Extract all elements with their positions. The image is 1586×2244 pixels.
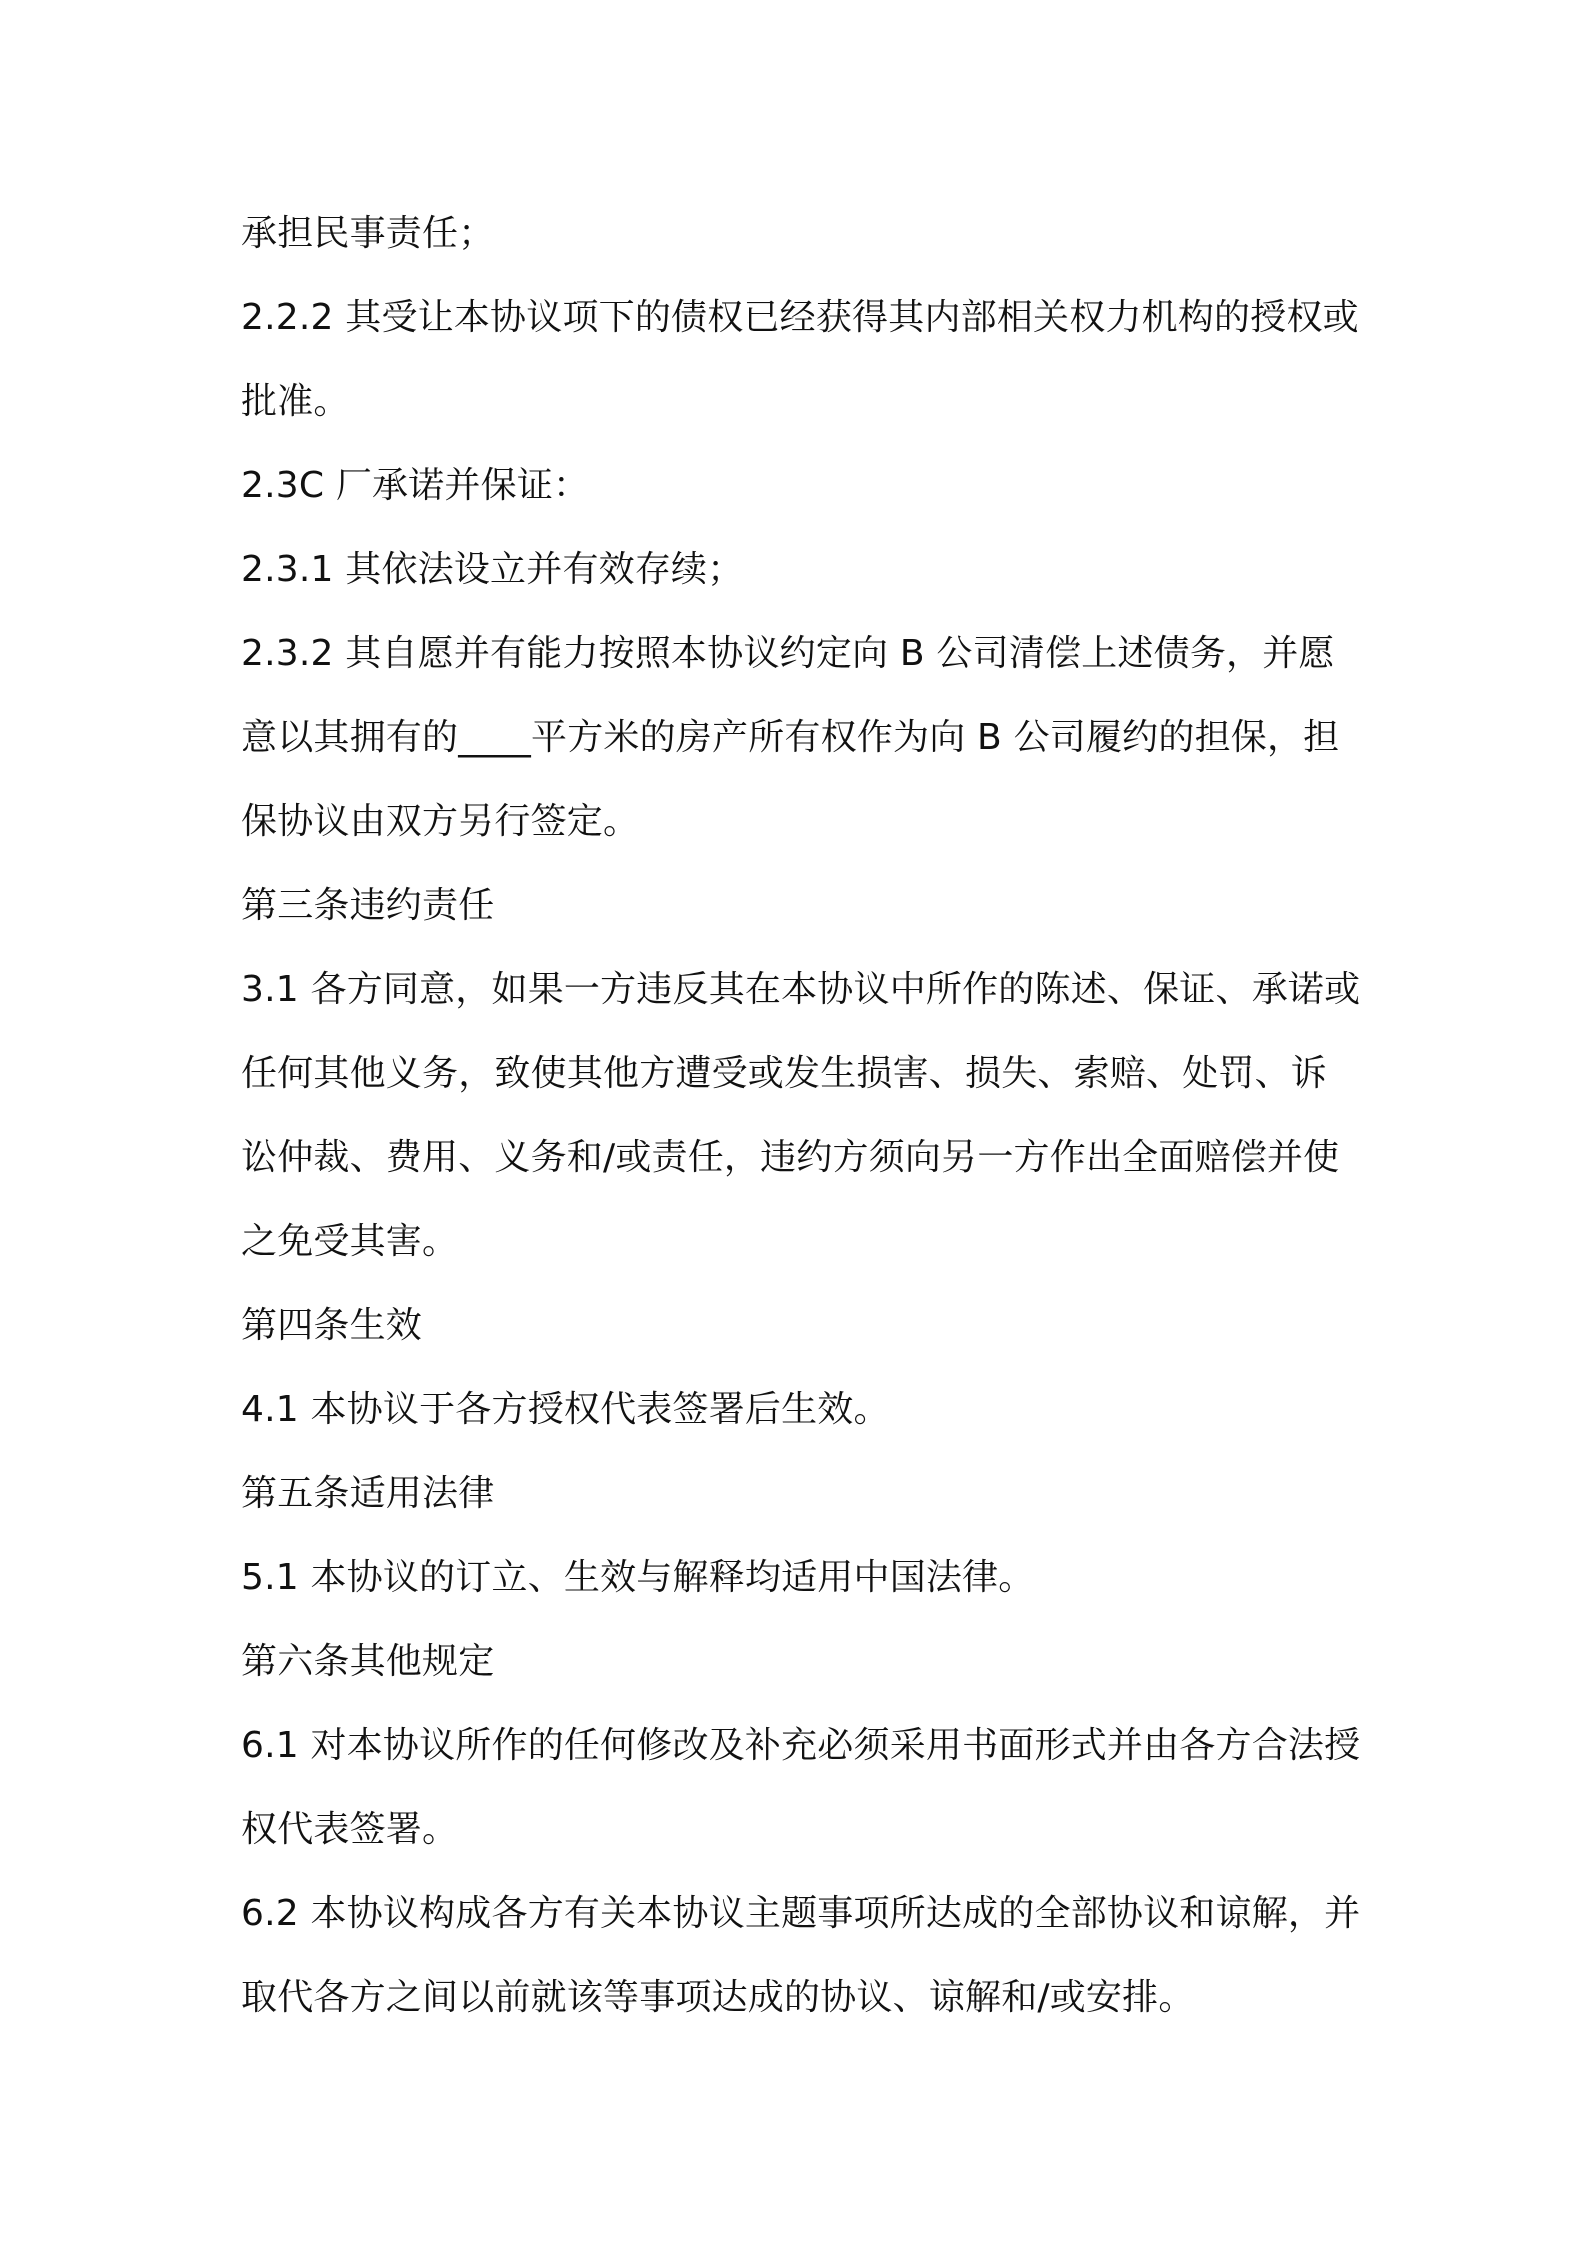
paragraph-liability-continuation: 承担民事责任； — [241, 213, 495, 254]
article-5-heading: 第五条适用法律 — [241, 1473, 495, 1514]
paragraph-2-3-2: 2.3.2 其自愿并有能力按照本协议约定向 B 公司清偿上述债务，并愿意以其拥有的____平方米的房产所有权作为向 B 公司履约的担保，担保协议由双方另行签定。 — [241, 633, 1340, 842]
paragraph-4-1: 4.1 本协议于各方授权代表签署后生效。 — [241, 1389, 890, 1430]
article-3-heading: 第三条违约责任 — [241, 885, 495, 926]
paragraph-6-1: 6.1 对本协议所作的任何修改及补充必须采用书面形式并由各方合法授权代表签署。 — [241, 1725, 1361, 1850]
paragraph-3-1: 3.1 各方同意，如果一方违反其在本协议中所作的陈述、保证、承诺或任何其他义务，致使其他方遭受或发生损害、损失、索赔、处罚、诉讼仲裁、费用、义务和/或责任，违约方须向另一方作出全面赔偿并使之免受其害。 — [241, 969, 1361, 1262]
article-6-heading: 第六条其他规定 — [241, 1641, 495, 1682]
document-body — [241, 192, 1361, 2040]
paragraph-5-1: 5.1 本协议的订立、生效与解释均适用中国法律。 — [241, 1557, 1035, 1598]
paragraph-2-2-2: 2.2.2 其受让本协议项下的债权已经获得其内部相关权力机构的授权或批准。 — [241, 297, 1359, 422]
paragraph-2-3-1: 2.3.1 其依法设立并有效存续； — [241, 549, 744, 590]
article-4-heading: 第四条生效 — [241, 1305, 423, 1346]
paragraph-2-3: 2.3C 厂承诺并保证： — [241, 465, 590, 506]
paragraph-6-2: 6.2 本协议构成各方有关本协议主题事项所达成的全部协议和谅解，并取代各方之间以前就该等事项达成的协议、谅解和/或安排。 — [241, 1893, 1361, 2018]
